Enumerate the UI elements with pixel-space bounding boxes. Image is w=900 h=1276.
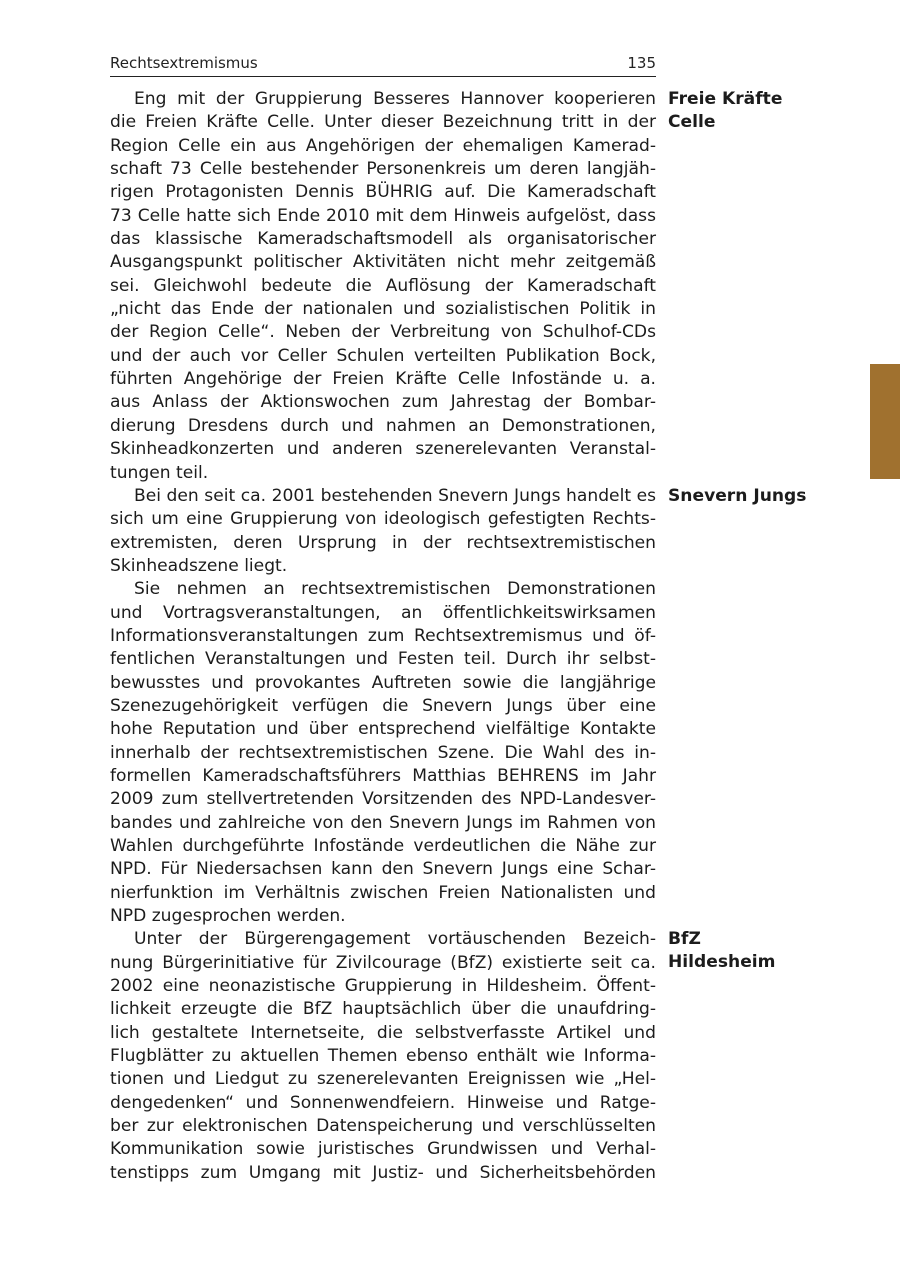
text-line: extremisten, deren Ursprung in der rechtsextremistischen xyxy=(110,532,656,553)
body-text xyxy=(110,88,656,1185)
text-line: bewusstes und provokantes Auftreten sowie die langjährige xyxy=(110,672,656,693)
text-line: tionen und Liedgut zu szenerelevanten Ereignissen wie „Hel- xyxy=(110,1069,656,1090)
running-header-title: Rechtsextremismus xyxy=(110,54,258,72)
text-line: nung Bürgerinitiative für Zivilcourage (BfZ) existierte seit ca. xyxy=(110,952,656,973)
margin-note-line: Hildesheim xyxy=(668,952,776,973)
text-line: dierung Dresdens durch und nahmen an Demonstrationen, xyxy=(110,415,656,436)
text-line: Skinheadkonzerten und anderen szenerelevanten Veranstal- xyxy=(110,439,656,460)
text-line: NPD. Für Niedersachsen kann den Snevern Jungs eine Schar- xyxy=(110,859,656,880)
text-line: Region Celle ein aus Angehörigen der ehemaligen Kamerad- xyxy=(110,135,656,156)
text-line: Skinheadszene liegt. xyxy=(110,555,288,576)
text-line: Kommunikation sowie juristisches Grundwissen und Verhal- xyxy=(110,1139,656,1160)
text-line: der Region Celle“. Neben der Verbreitung von Schulhof-CDs xyxy=(110,322,656,343)
text-line: bandes und zahlreiche von den Snevern Jungs im Rahmen von xyxy=(110,812,656,833)
text-line: und Vortragsveranstaltungen, an öffentlichkeitswirksamen xyxy=(110,602,656,623)
margin-note-bfz-hildesheim xyxy=(668,928,775,975)
text-line: Bei den seit ca. 2001 bestehenden Snevern Jungs handelt es xyxy=(134,485,656,506)
text-line: Flugblätter zu aktuellen Themen ebenso enthält wie Informa- xyxy=(110,1046,656,1067)
text-line: schaft 73 Celle bestehender Personenkreis um deren langjäh- xyxy=(110,159,656,180)
text-line: Ausgangspunkt politischer Aktivitäten nicht mehr zeitgemäß xyxy=(110,252,656,273)
running-header xyxy=(110,52,656,77)
text-line: und der auch vor Celler Schulen verteilten Publikation Bock, xyxy=(110,345,656,366)
text-line: aus Anlass der Aktionswochen zum Jahrestag der Bombar- xyxy=(110,392,656,413)
text-line: innerhalb der rechtsextremistischen Szene. Die Wahl des in- xyxy=(110,742,656,763)
margin-note-line: BfZ xyxy=(668,929,701,949)
text-line: 2009 zum stellvertretenden Vorsitzenden des NPD-Landesver- xyxy=(110,789,656,810)
text-line: die Freien Kräfte Celle. Unter dieser Bezeichnung tritt in der xyxy=(110,112,656,133)
text-line: NPD zugesprochen werden. xyxy=(110,906,346,927)
text-line: lichkeit erzeugte die BfZ hauptsächlich über die unaufdring- xyxy=(110,999,656,1020)
text-line: Sie nehmen an rechtsextremistischen Demonstrationen xyxy=(134,579,656,600)
margin-note-freie-kraefte-celle xyxy=(668,88,782,135)
text-line: „nicht das Ende der nationalen und sozialistischen Politik in xyxy=(110,299,656,320)
text-line: tenstipps zum Umgang mit Justiz- und Sicherheitsbehörden xyxy=(110,1162,656,1183)
text-line: sich um eine Gruppierung von ideologisch gefestigten Rechts- xyxy=(110,509,656,530)
margin-note-snevern-jungs xyxy=(668,485,806,508)
text-line: sei. Gleichwohl bedeute die Auflösung der Kameradschaft xyxy=(110,275,656,296)
margin-note-line: Freie Kräfte xyxy=(668,89,783,109)
page-number: 135 xyxy=(627,54,656,72)
text-line: rigen Protagonisten Dennis BÜHRIG auf. Die Kameradschaft xyxy=(110,182,656,203)
text-line: fentlichen Veranstaltungen und Festen teil. Durch ihr selbst- xyxy=(110,649,656,670)
text-line: führten Angehörige der Freien Kräfte Celle Infostände u. a. xyxy=(110,369,656,390)
text-line: 73 Celle hatte sich Ende 2010 mit dem Hinweis aufgelöst, dass xyxy=(110,205,656,226)
text-line: das klassische Kameradschaftsmodell als organisatorischer xyxy=(110,229,656,250)
text-line: Eng mit der Gruppierung Besseres Hannover kooperieren xyxy=(134,89,656,109)
text-line: 2002 eine neonazistische Gruppierung in Hildesheim. Öffent- xyxy=(110,976,656,997)
text-line: Unter der Bürgerengagement vortäuschenden Bezeich- xyxy=(134,929,656,950)
margin-note-line: Snevern Jungs xyxy=(668,486,807,506)
text-line: lich gestaltete Internetseite, die selbstverfasste Artikel und xyxy=(110,1022,656,1043)
text-line: ber zur elektronischen Datenspeicherung und verschlüsselten xyxy=(110,1116,656,1137)
text-line: formellen Kameradschaftsführers Matthias BEHRENS im Jahr xyxy=(110,765,656,786)
text-line: Wahlen durchgeführte Infostände verdeutlichen die Nähe zur xyxy=(110,836,656,856)
text-line: Informationsveranstaltungen zum Rechtsextremismus und öf- xyxy=(110,625,656,646)
chapter-thumb-tab xyxy=(870,364,900,479)
text-line: Szenezugehörigkeit verfügen die Snevern Jungs über eine xyxy=(110,695,656,716)
text-line: hohe Reputation und über entsprechend vielfältige Kontakte xyxy=(110,719,656,740)
text-line: tungen teil. xyxy=(110,462,209,483)
margin-note-line: Celle xyxy=(668,112,716,133)
text-line: dengedenken“ und Sonnenwendfeiern. Hinweise und Ratge- xyxy=(110,1092,656,1113)
text-line: nierfunktion im Verhältnis zwischen Freien Nationalisten und xyxy=(110,882,656,903)
